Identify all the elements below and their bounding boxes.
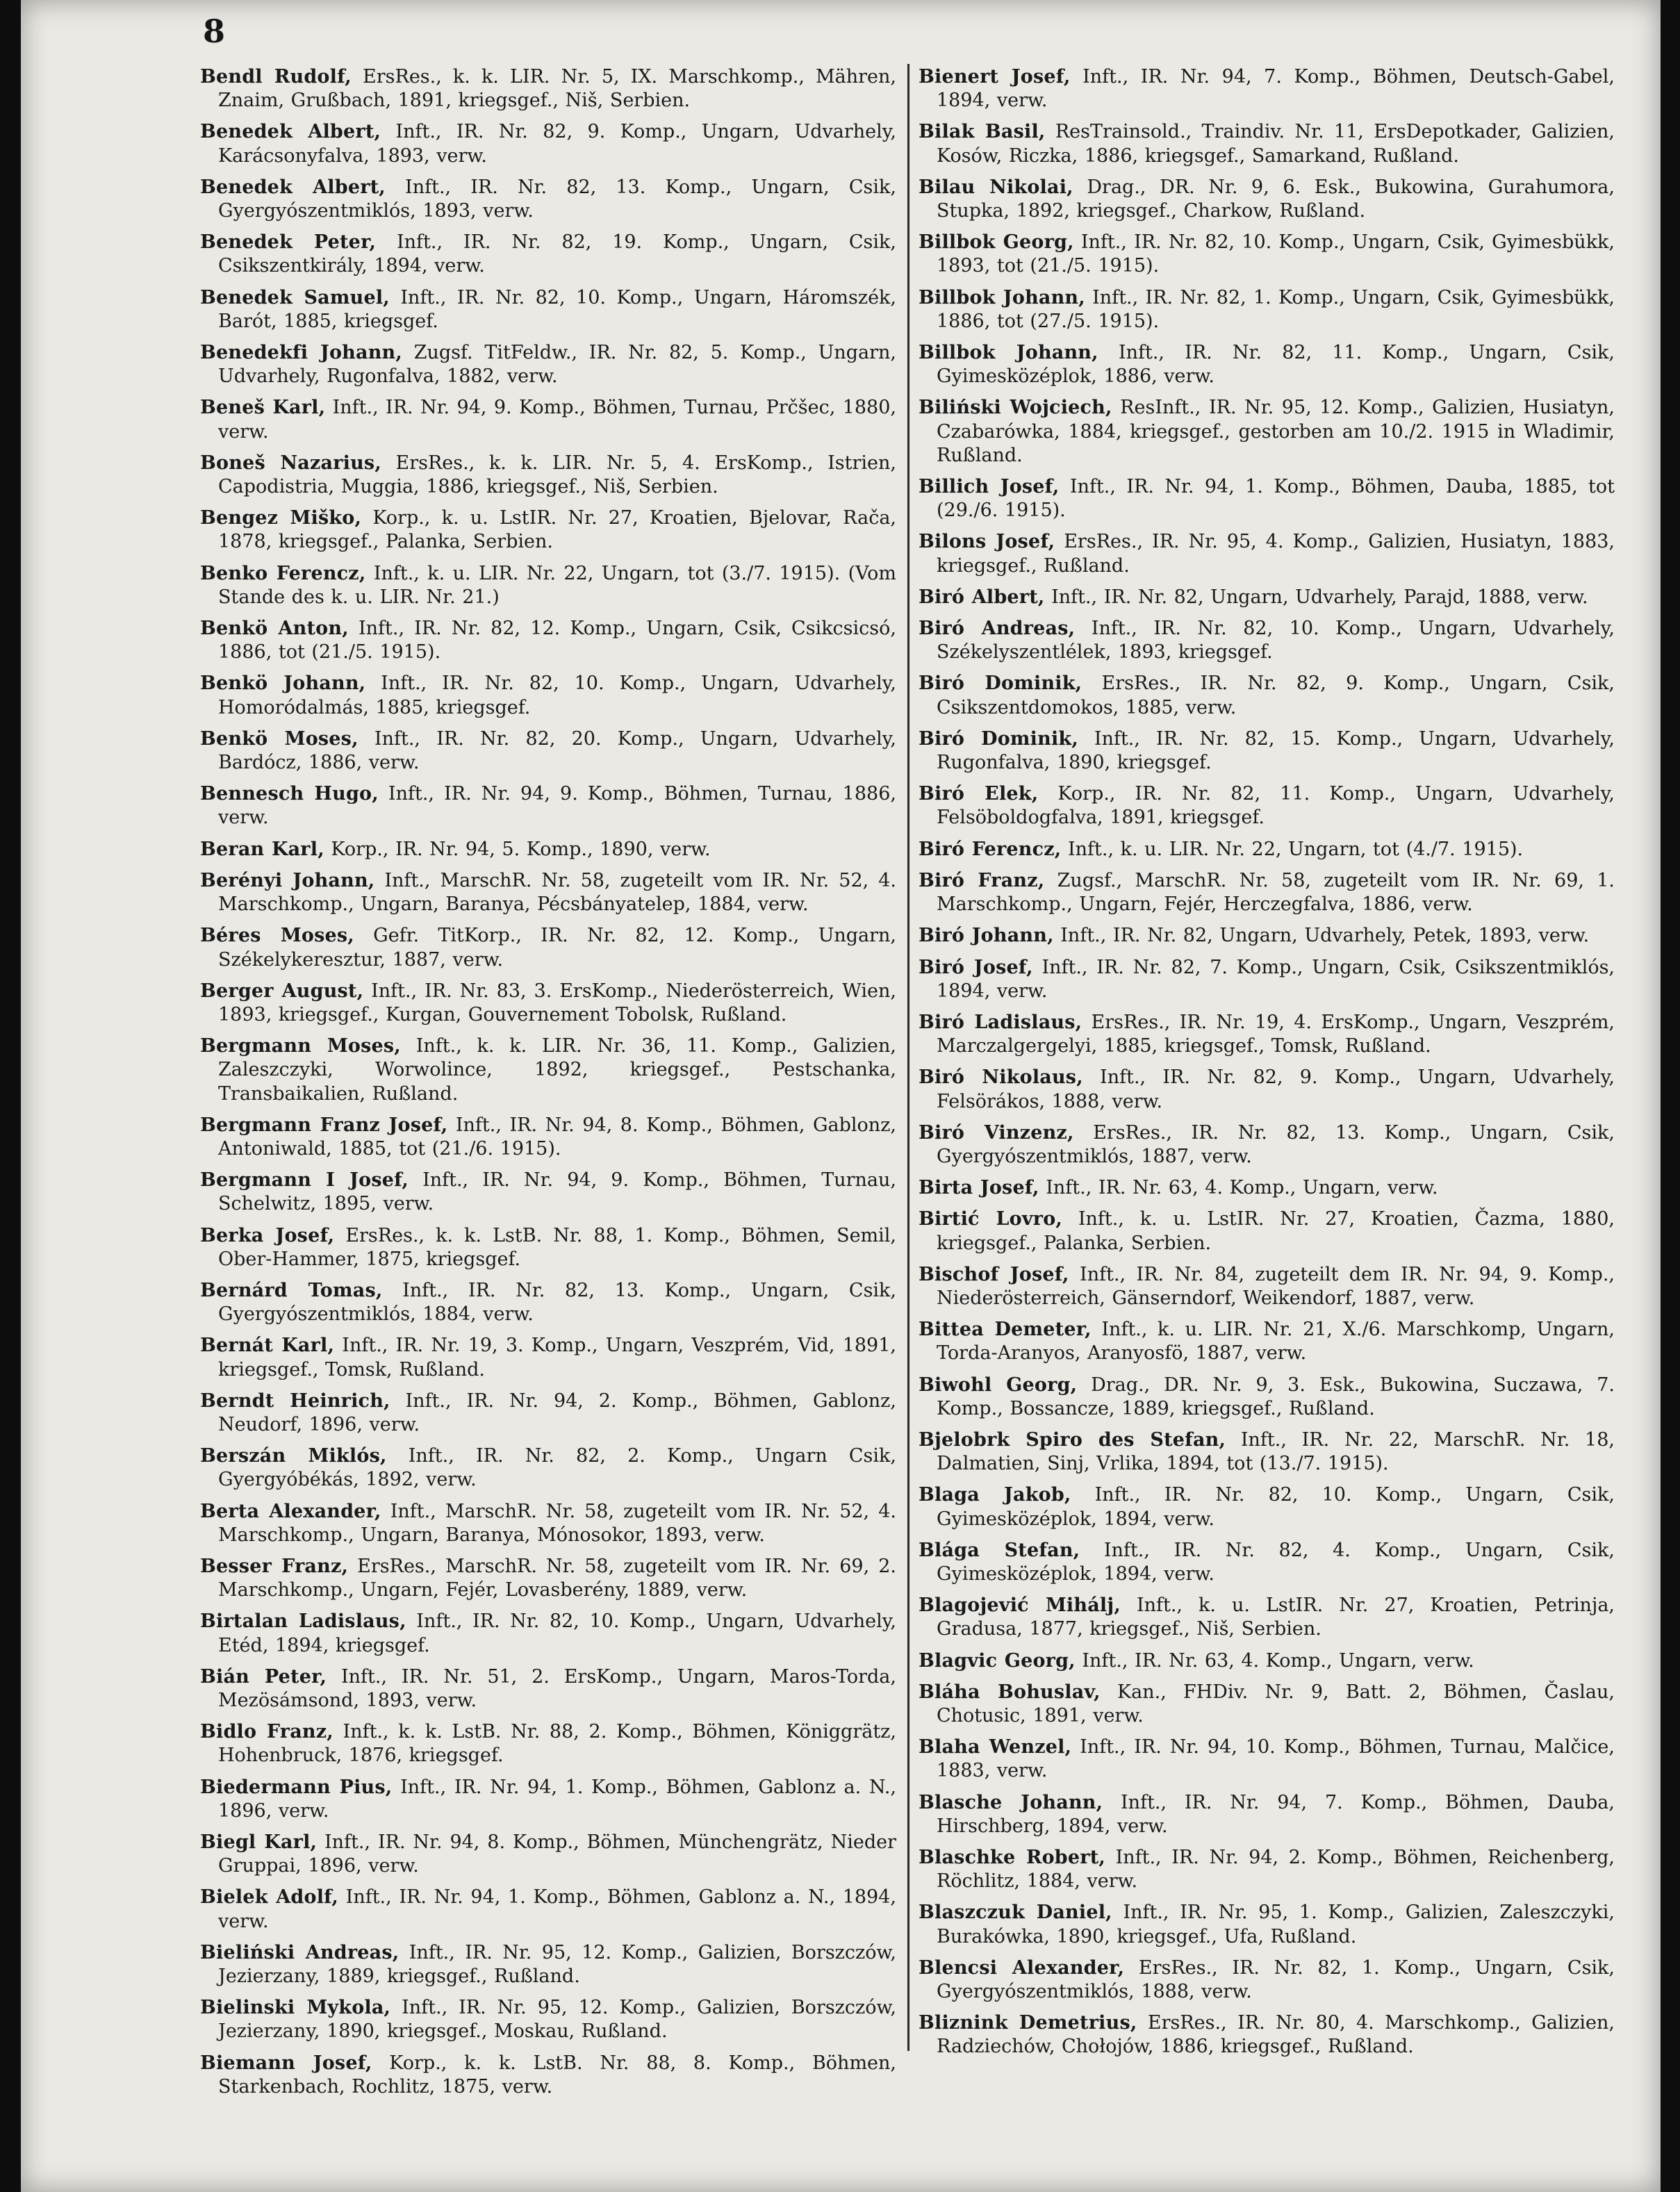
entry-name: Bjelobrk Spiro des Stefan, (919, 1428, 1226, 1451)
entry-details: Inft., MarschR. Nr. 58, zugeteilt vom IR. Nr. 52, 4. Marschkomp., Ungarn, Baranya, Pécsbányatelep, 1884, verw. (218, 869, 897, 916)
register-entry (919, 1483, 1615, 1531)
entry-details: Inft., IR. Nr. 51, 2. ErsKomp., Ungarn, Maros-Torda, Mezösámsond, 1893, verw. (218, 1665, 896, 1711)
register-entry (200, 1720, 896, 1767)
register-entry (919, 176, 1615, 223)
entry-name: Bergmann Franz Josef, (200, 1114, 448, 1136)
entry-details: ErsRes., IR. Nr. 82, 9. Komp., Ungarn, Csik, Csikszentdomokos, 1885, verw. (937, 673, 1615, 718)
entry-details: Inft., IR. Nr. 82, 20. Komp., Ungarn, Udvarhely, Bardócz, 1886, verw. (218, 727, 896, 774)
entry-name: Biró Albert, (919, 586, 1045, 608)
entry-name: Beneš Karl, (200, 397, 326, 419)
entry-details: Inft., IR. Nr. 82, 10. Komp., Ungarn, Udvarhely, Székelyszentlélek, 1893, kriegsgef. (937, 618, 1615, 664)
register-entry (919, 1011, 1615, 1058)
entry-details: Inft., IR. Nr. 63, 4. Komp., Ungarn, verw. (1075, 1649, 1474, 1672)
register-entry (200, 1114, 896, 1161)
entry-details: Inft., IR. Nr. 84, zugeteilt dem IR. Nr. 94, 9. Komp., Niederösterreich, Gänserndorf, Weikendorf, 1887, verw. (937, 1263, 1615, 1309)
entry-name: Benkö Anton, (200, 618, 349, 640)
entry-details: Inft., IR. Nr. 94, 9. Komp., Böhmen, Turnau, Schelwitz, 1895, verw. (218, 1169, 897, 1215)
entry-details: Inft., IR. Nr. 82, 10. Komp., Ungarn, Csik, Gyimesbükk, 1893, tot (21./5. 1915). (937, 231, 1615, 277)
entry-name: Bergmann I Josef, (200, 1169, 409, 1192)
entry-details: Inft., IR. Nr. 82, 7. Komp., Ungarn, Csik, Csikszentmiklós, 1894, verw. (937, 956, 1615, 1002)
entry-name: Benedek Albert, (200, 176, 386, 198)
register-entry (919, 530, 1615, 577)
register-entry (200, 1334, 896, 1381)
entry-name: Biedermann Pius, (200, 1776, 393, 1798)
register-entry (200, 869, 896, 916)
entry-name: Blagvic Georg, (919, 1649, 1076, 1672)
register-entry (919, 672, 1615, 719)
register-entry (200, 506, 896, 554)
entry-details: Inft., k. u. LIR. Nr. 22, Ungarn, tot (3./7. 1915). (Vom Stande des k. u. LIR. Nr. 21.) (218, 562, 897, 608)
register-entry (200, 1665, 896, 1713)
entry-details: ResTrainsold., Traindiv. Nr. 11, ErsDepotkader, Galizien, Kosów, Riczka, 1886, kriegsgef., Samarkand, Rußland. (937, 121, 1615, 167)
entry-details: Inft., IR. Nr. 95, 12. Komp., Galizien, Borszczów, Jezierzany, 1889, kriegsgef., Rußland. (218, 1941, 896, 1988)
entry-name: Blága Stefan, (919, 1539, 1080, 1561)
entry-name: Billbok Johann, (919, 342, 1098, 364)
register-entry (919, 341, 1615, 388)
entry-details: Inft., IR. Nr. 82, 9. Komp., Ungarn, Udvarhely, Felsörákos, 1888, verw. (937, 1066, 1615, 1112)
entry-name: Bidlo Franz, (200, 1721, 333, 1743)
entry-details: Inft., IR. Nr. 82, 2. Komp., Ungarn Csik, Gyergyóbékás, 1892, verw. (218, 1445, 896, 1491)
register-entry (200, 838, 896, 862)
register-entry (919, 120, 1615, 167)
entry-name: Blaschke Robert, (919, 1847, 1105, 1868)
entry-name: Bláha Bohuslav, (919, 1681, 1101, 1703)
entry-details: Inft., IR. Nr. 95, 1. Komp., Galizien, Zaleszczyki, Burakówka, 1890, kriegsgef., Ufa, Rußland. (937, 1902, 1615, 1947)
entry-name: Bendl Rudolf, (200, 66, 352, 88)
entry-details: Inft., IR. Nr. 82, 19. Komp., Ungarn, Csik, Csikszentkirály, 1894, verw. (218, 231, 896, 277)
register-entry (200, 396, 896, 443)
entry-details: Inft., IR. Nr. 82, Ungarn, Udvarhely, Petek, 1893, verw. (1053, 925, 1590, 947)
entry-details: Gefr. TitKorp., IR. Nr. 82, 12. Komp., Ungarn, Székelykeresztur, 1887, verw. (218, 925, 896, 971)
entry-name: Biemann Josef, (200, 2052, 372, 2074)
register-entry (919, 396, 1615, 468)
entry-name: Bergmann Moses, (200, 1035, 401, 1057)
entry-details: Inft., IR. Nr. 94, 7. Komp., Böhmen, Dauba, Hirschberg, 1894, verw. (937, 1791, 1615, 1837)
entry-details: Inft., IR. Nr. 82, 10. Komp., Ungarn, Udvarhely, Etéd, 1894, kriegsgef. (218, 1610, 896, 1656)
entry-details: Korp., k. k. LstB. Nr. 88, 8. Komp., Böhmen, Starkenbach, Rochlitz, 1875, verw. (218, 2052, 896, 2098)
entry-name: Bielek Adolf, (200, 1886, 338, 1909)
entry-name: Biró Dominik, (919, 727, 1078, 750)
register-entry (200, 1169, 896, 1216)
entry-details: Inft., k. k. LIR. Nr. 36, 11. Komp., Galizien, Zaleszczyki, Worwolince, 1892, kriegsgef., Pestschanka, Transbaikalien, Rußland. (218, 1035, 897, 1105)
register-entry (919, 65, 1615, 113)
entry-details: Zugsf., MarschR. Nr. 58, zugeteilt vom IR. Nr. 69, 1. Marschkomp., Ungarn, Fejér, Herczegfalva, 1886, verw. (937, 869, 1615, 916)
entry-details: Inft., IR. Nr. 82, 10. Komp., Ungarn, Udvarhely, Homoródalmás, 1885, kriegsgef. (218, 673, 897, 718)
register-entry (200, 980, 896, 1027)
register-entry (200, 672, 896, 719)
entry-details: Inft., IR. Nr. 94, 8. Komp., Böhmen, Münchengrätz, Nieder Gruppai, 1896, verw. (218, 1831, 896, 1877)
entry-name: Berényi Johann, (200, 869, 375, 891)
register-entry (919, 782, 1615, 830)
entry-details: Inft., IR. Nr. 94, 1. Komp., Böhmen, Gablonz a. N., 1894, verw. (218, 1886, 896, 1932)
entry-name: Bernárd Tomas, (200, 1279, 383, 1301)
entry-details: ErsRes., k. k. LIR. Nr. 5, IX. Marschkomp., Mähren, Znaim, Grußbach, 1891, kriegsgef., Niš, Serbien. (218, 66, 896, 112)
register-entry (200, 1996, 896, 2043)
entry-details: Inft., IR. Nr. 83, 3. ErsKomp., Niederösterreich, Wien, 1893, kriegsgef., Kurgan, Gouvernement Tobolsk, Rußland. (218, 980, 896, 1025)
entry-details: ErsRes., IR. Nr. 95, 4. Komp., Galizien, Husiatyn, 1883, kriegsgef., Rußland. (937, 531, 1615, 577)
entry-name: Besser Franz, (200, 1555, 349, 1577)
register-entry (919, 1208, 1615, 1255)
entry-name: Biliński Wojciech, (919, 397, 1112, 419)
entry-name: Biró Elek, (919, 783, 1039, 805)
entry-details: Kan., FHDiv. Nr. 9, Batt. 2, Böhmen, Časlau, Chotusic, 1891, verw. (937, 1681, 1615, 1727)
entry-name: Biró Andreas, (919, 618, 1076, 640)
entry-details: ErsRes., IR. Nr. 82, 13. Komp., Ungarn, Csik, Gyergyószentmiklós, 1887, verw. (937, 1121, 1615, 1167)
entry-details: Inft., IR. Nr. 63, 4. Komp., Ungarn, verw. (1039, 1177, 1438, 1199)
register-entry (200, 1886, 896, 1933)
entry-details: Inft., IR. Nr. 82, 9. Komp., Ungarn, Udvarhely, Karácsonyfalva, 1893, verw. (218, 121, 896, 167)
entry-name: Bengez Miško, (200, 507, 362, 529)
register-entry (200, 924, 896, 971)
entry-name: Berka Josef, (200, 1224, 335, 1246)
register-entry (919, 727, 1615, 775)
entry-name: Bischof Josef, (919, 1263, 1069, 1285)
entry-name: Bienert Josef, (919, 66, 1071, 88)
register-entry (919, 231, 1615, 278)
entry-name: Beran Karl, (200, 838, 324, 860)
entry-details: Inft., IR. Nr. 82, 11. Komp., Ungarn, Csik, Gyimesközéplok, 1886, verw. (937, 342, 1615, 388)
entry-details: Inft., k. k. LstB. Nr. 88, 2. Komp., Böhmen, Königgrätz, Hohenbruck, 1876, kriegsgef. (218, 1721, 896, 1767)
register-entry (200, 65, 896, 113)
entry-name: Berndt Heinrich, (200, 1390, 390, 1412)
entry-details: Inft., IR. Nr. 82, 12. Komp., Ungarn, Csik, Csikcsicsó, 1886, tot (21./5. 1915). (218, 618, 896, 664)
register-entry (200, 1555, 896, 1602)
register-entry (919, 1736, 1615, 1783)
entry-name: Birta Josef, (919, 1177, 1039, 1199)
register-entry (919, 1176, 1615, 1200)
entry-details: Inft., IR. Nr. 94, 1. Komp., Böhmen, Dauba, 1885, tot (29./6. 1915). (937, 476, 1615, 522)
entry-name: Benko Ferencz, (200, 562, 366, 584)
entry-details: Inft., MarschR. Nr. 58, zugeteilt vom IR. Nr. 52, 4. Marschkomp., Ungarn, Baranya, Mónosokor, 1893, verw. (218, 1500, 896, 1546)
entry-details: ResInft., IR. Nr. 95, 12. Komp., Galizien, Husiatyn, Czabarówka, 1884, kriegsgef., gestorben am 10./2. 1915 in Wladimir, Rußland. (937, 397, 1615, 466)
entry-details: ErsRes., IR. Nr. 80, 4. Marschkomp., Galizien, Radziechów, Chołojów, 1886, kriegsgef., Rußland. (937, 2012, 1615, 2058)
register-entry (919, 1649, 1615, 1673)
entry-details: Inft., IR. Nr. 95, 12. Komp., Galizien, Borszczów, Jezierzany, 1890, kriegsgef., Moskau, Rußland. (218, 1997, 896, 2043)
register-entry (919, 1066, 1615, 1113)
register-entry (200, 1500, 896, 1547)
entry-details: Inft., IR. Nr. 82, 4. Komp., Ungarn, Csik, Gyimesközéplok, 1894, verw. (937, 1539, 1615, 1585)
register-entry (919, 586, 1615, 609)
register-entry (919, 1681, 1615, 1728)
register-entry (919, 1901, 1615, 1948)
register-entry (200, 341, 896, 388)
entry-details: Inft., IR. Nr. 94, 7. Komp., Böhmen, Deutsch-Gabel, 1894, verw. (937, 66, 1615, 112)
entry-details: Inft., IR. Nr. 94, 1. Komp., Böhmen, Gablonz a. N., 1896, verw. (218, 1776, 896, 1822)
register-entry (919, 1539, 1615, 1586)
register-entry (200, 1831, 896, 1878)
entry-details: Inft., IR. Nr. 94, 9. Komp., Böhmen, Turnau, 1886, verw. (218, 783, 896, 829)
entry-name: Blaha Wenzel, (919, 1736, 1072, 1758)
entry-details: Inft., IR. Nr. 82, Ungarn, Udvarhely, Parajd, 1888, verw. (1044, 586, 1588, 608)
register-entry (200, 120, 896, 167)
entry-details: ErsRes., IR. Nr. 19, 4. ErsKomp., Ungarn, Veszprém, Marczalgergelyi, 1885, kriegsgef., Tomsk, Rußland. (937, 1011, 1615, 1057)
register-entry (919, 475, 1615, 522)
register-entry (919, 1846, 1615, 1893)
entry-details: Inft., IR. Nr. 94, 9. Komp., Böhmen, Turnau, Prčšec, 1880, verw. (218, 397, 897, 443)
entry-details: Korp., k. u. LstIR. Nr. 27, Kroatien, Bjelovar, Rača, 1878, kriegsgef., Palanka, Serbien. (218, 507, 897, 553)
register-entry (919, 1318, 1615, 1365)
entry-details: Inft., k. u. LstIR. Nr. 27, Kroatien, Petrinja, Gradusa, 1877, kriegsgef., Niš, Serbien. (937, 1594, 1615, 1640)
entry-details: Zugsf. TitFeldw., IR. Nr. 82, 5. Komp., Ungarn, Udvarhely, Rugonfalva, 1882, verw. (218, 342, 896, 388)
register-entry (919, 2011, 1615, 2059)
register-entry (200, 1224, 896, 1271)
entry-details: Inft., IR. Nr. 82, 10. Komp., Ungarn, Csik, Gyimesközéplok, 1894, verw. (937, 1484, 1615, 1530)
entry-name: Benedek Peter, (200, 231, 377, 254)
entry-name: Blagojević Mihálj, (919, 1594, 1121, 1617)
entry-details: ErsRes., MarschR. Nr. 58, zugeteilt vom IR. Nr. 69, 2. Marschkomp., Ungarn, Fejér, Lovasberény, 1889, verw. (218, 1555, 896, 1601)
entry-details: Inft., IR. Nr. 94, 8. Komp., Böhmen, Gablonz, Antoniwald, 1885, tot (21./6. 1915). (218, 1114, 897, 1160)
register-entry (919, 1428, 1615, 1476)
register-entry (919, 924, 1615, 948)
entry-details: Korp., IR. Nr. 94, 5. Komp., 1890, verw. (324, 838, 711, 860)
register-entry (919, 838, 1615, 862)
entry-details: Korp., IR. Nr. 82, 11. Komp., Ungarn, Udvarhely, Felsöboldogfalva, 1891, kriegsgef. (937, 783, 1615, 829)
entry-details: Inft., k. u. LstIR. Nr. 27, Kroatien, Čazma, 1880, kriegsgef., Palanka, Serbien. (937, 1208, 1615, 1254)
entry-name: Birtalan Ladislaus, (200, 1610, 406, 1633)
entry-details: Drag., DR. Nr. 9, 3. Esk., Bukowina, Suczawa, 7. Komp., Bossancze, 1889, kriegsgef., Rußland. (937, 1374, 1615, 1419)
register-entry (200, 1035, 896, 1106)
register-entry (200, 1610, 896, 1657)
entry-details: Inft., IR. Nr. 94, 2. Komp., Böhmen, Reichenberg, Röchlitz, 1884, verw. (937, 1847, 1615, 1893)
entry-name: Bernát Karl, (200, 1335, 335, 1357)
entry-details: Drag., DR. Nr. 9, 6. Esk., Bukowina, Gurahumora, Stupka, 1892, kriegsgef., Charkow, Rußland. (937, 176, 1615, 222)
register-entry (919, 1791, 1615, 1838)
register-entry (200, 2052, 896, 2099)
entry-name: Blasche Johann, (919, 1791, 1103, 1813)
entry-name: Berta Alexander, (200, 1500, 381, 1522)
entry-name: Bielinski Mykola, (200, 1997, 391, 2019)
document-page (21, 0, 1661, 2192)
entry-name: Biró Franz, (919, 869, 1045, 891)
register-entry (200, 452, 896, 499)
register-entry (200, 1279, 896, 1326)
register-entry (919, 956, 1615, 1003)
entry-details: ErsRes., k. k. LIR. Nr. 5, 4. ErsKomp., Istrien, Capodistria, Muggia, 1886, kriegsgef., Niš, Serbien. (218, 452, 896, 498)
entry-name: Berger August, (200, 980, 364, 1002)
register-entry (919, 1374, 1615, 1421)
entry-name: Benedekfi Johann, (200, 342, 402, 364)
register-entry (200, 782, 896, 830)
entry-details: Inft., k. u. LIR. Nr. 21, X./6. Marschkomp, Ungarn, Torda-Aranyos, Aranyosfö, 1887, verw. (937, 1319, 1615, 1365)
entry-name: Biró Johann, (919, 925, 1054, 947)
page-number: 8 (203, 13, 226, 50)
entry-details: Inft., k. u. LIR. Nr. 22, Ungarn, tot (4./7. 1915). (1061, 838, 1524, 860)
entry-name: Biwohl Georg, (919, 1374, 1078, 1396)
entry-name: Bittea Demeter, (919, 1319, 1092, 1341)
column-divider (907, 64, 909, 2051)
register-entry (200, 1444, 896, 1492)
entry-details: Inft., IR. Nr. 94, 10. Komp., Böhmen, Turnau, Malčice, 1883, verw. (937, 1736, 1615, 1782)
entry-name: Blaga Jakob, (919, 1484, 1071, 1506)
entry-name: Berszán Miklós, (200, 1445, 387, 1467)
left-column (200, 65, 896, 2107)
entry-name: Benedek Albert, (200, 121, 381, 143)
entry-details: Inft., IR. Nr. 82, 15. Komp., Ungarn, Udvarhely, Rugonfalva, 1890, kriegsgef. (937, 727, 1615, 774)
register-entry (919, 1956, 1615, 2004)
register-entry (200, 562, 896, 609)
register-entry (919, 286, 1615, 333)
entry-details: Inft., IR. Nr. 82, 13. Komp., Ungarn, Csik, Gyergyószentmiklós, 1884, verw. (218, 1279, 897, 1326)
entry-name: Biegl Karl, (200, 1831, 318, 1853)
register-entry (919, 617, 1615, 664)
register-entry (200, 1776, 896, 1823)
entry-name: Benedek Samuel, (200, 286, 390, 308)
right-column (919, 65, 1615, 2067)
entry-name: Bilak Basil, (919, 121, 1046, 143)
register-entry (200, 176, 896, 223)
entry-name: Benkö Johann, (200, 673, 366, 695)
register-entry (200, 286, 896, 333)
entry-name: Benkö Moses, (200, 727, 359, 750)
register-entry (200, 231, 896, 278)
entry-name: Biró Nikolaus, (919, 1066, 1083, 1089)
entry-details: ErsRes., IR. Nr. 82, 1. Komp., Ungarn, Csik, Gyergyószentmiklós, 1888, verw. (937, 1956, 1615, 2003)
entry-details: Inft., IR. Nr. 82, 10. Komp., Ungarn, Háromszék, Barót, 1885, kriegsgef. (218, 286, 896, 332)
entry-details: ErsRes., k. k. LstB. Nr. 88, 1. Komp., Böhmen, Semil, Ober-Hammer, 1875, kriegsgef. (218, 1224, 896, 1270)
register-entry (200, 1941, 896, 1988)
register-entry (919, 1594, 1615, 1641)
entry-name: Bennesch Hugo, (200, 783, 379, 805)
register-entry (919, 1263, 1615, 1310)
entry-name: Bieliński Andreas, (200, 1941, 400, 1963)
entry-name: Blaszczuk Daniel, (919, 1902, 1112, 1924)
entry-name: Bliznink Demetrius, (919, 2012, 1137, 2034)
register-entry (200, 727, 896, 775)
entry-details: Inft., IR. Nr. 19, 3. Komp., Ungarn, Veszprém, Vid, 1891, kriegsgef., Tomsk, Rußland. (218, 1335, 896, 1381)
entry-details: Inft., IR. Nr. 22, MarschR. Nr. 18, Dalmatien, Sinj, Vrlika, 1894, tot (13./7. 1915). (937, 1428, 1615, 1475)
entry-name: Billich Josef, (919, 476, 1060, 498)
entry-name: Biró Ferencz, (919, 838, 1062, 860)
entry-name: Bilons Josef, (919, 531, 1055, 553)
entry-name: Billbok Georg, (919, 231, 1074, 254)
entry-name: Béres Moses, (200, 925, 354, 947)
entry-name: Billbok Johann, (919, 286, 1085, 308)
entry-name: Biró Dominik, (919, 673, 1082, 695)
entry-name: Biró Josef, (919, 956, 1033, 978)
entry-name: Birtić Lovro, (919, 1208, 1063, 1230)
entry-name: Biró Ladislaus, (919, 1011, 1082, 1033)
register-entry (919, 1121, 1615, 1169)
register-entry (200, 1390, 896, 1437)
register-entry (200, 617, 896, 664)
register-entry (919, 869, 1615, 916)
entry-details: Inft., IR. Nr. 94, 2. Komp., Böhmen, Gablonz, Neudorf, 1896, verw. (218, 1390, 896, 1435)
entry-name: Bián Peter, (200, 1665, 327, 1688)
entry-name: Blencsi Alexander, (919, 1956, 1125, 1979)
entry-details: Inft., IR. Nr. 82, 13. Komp., Ungarn, Csik, Gyergyószentmiklós, 1893, verw. (218, 176, 896, 222)
entry-name: Biró Vinzenz, (919, 1121, 1074, 1144)
entry-details: Inft., IR. Nr. 82, 1. Komp., Ungarn, Csik, Gyimesbükk, 1886, tot (27./5. 1915). (937, 286, 1615, 332)
entry-name: Bilau Nikolai, (919, 176, 1073, 198)
entry-name: Boneš Nazarius, (200, 452, 381, 474)
